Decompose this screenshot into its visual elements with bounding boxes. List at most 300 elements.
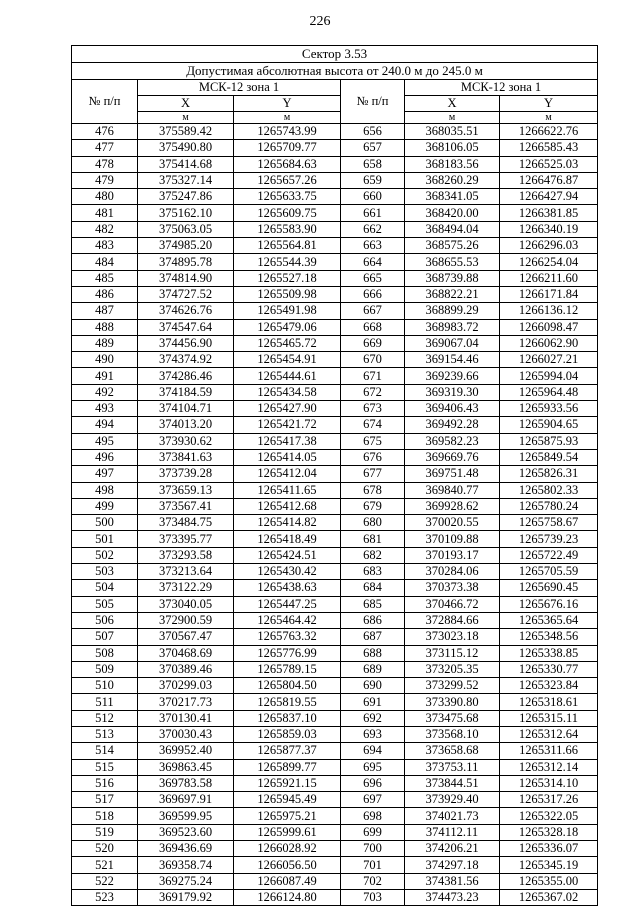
row-num-right: 691 [341,694,405,710]
y-coord-right: 1265317.26 [500,792,598,808]
row-num-left: 490 [72,352,138,368]
y-coord-right: 1265690.45 [500,580,598,596]
x-coord-left: 374727.52 [138,286,234,302]
x-coord-left: 375414.68 [138,156,234,172]
row-num-right: 659 [341,172,405,188]
table-row [72,189,598,205]
y-coord-right: 1266171.84 [500,286,598,302]
x-coord-left: 374895.78 [138,254,234,270]
x-coord-left: 374013.20 [138,417,234,433]
row-num-left: 477 [72,140,138,156]
x-coord-right: 374112.11 [405,824,500,840]
table-row [72,792,598,808]
y-coord-right: 1265705.59 [500,564,598,580]
col-header-x-right: X [405,96,500,112]
y-coord-left: 1265877.37 [234,743,341,759]
table-row [72,319,598,335]
y-coord-right: 1265739.23 [500,531,598,547]
row-num-right: 670 [341,352,405,368]
y-coord-right: 1266622.76 [500,124,598,140]
row-num-right: 673 [341,401,405,417]
unit-x-right: м [405,112,500,124]
x-coord-left: 374985.20 [138,238,234,254]
row-num-left: 491 [72,368,138,384]
y-coord-left: 1265427.90 [234,401,341,417]
x-coord-right: 368341.05 [405,189,500,205]
y-coord-right: 1265758.67 [500,515,598,531]
col-header-num-right: № п/п [341,80,405,124]
table-row [72,515,598,531]
row-num-right: 665 [341,270,405,286]
y-coord-left: 1265434.58 [234,384,341,400]
row-num-right: 672 [341,384,405,400]
x-coord-left: 369952.40 [138,743,234,759]
y-coord-left: 1265447.25 [234,596,341,612]
row-num-right: 680 [341,515,405,531]
y-coord-right: 1266476.87 [500,172,598,188]
table-row [72,678,598,694]
row-num-left: 513 [72,726,138,742]
y-coord-right: 1266296.03 [500,238,598,254]
row-num-left: 514 [72,743,138,759]
table-row [72,352,598,368]
col-header-y-right: Y [500,96,598,112]
table-row [72,629,598,645]
row-num-left: 503 [72,564,138,580]
y-coord-left: 1265859.03 [234,726,341,742]
y-coord-right: 1265964.48 [500,384,598,400]
x-coord-right: 368106.05 [405,140,500,156]
x-coord-left: 375063.05 [138,221,234,237]
x-coord-right: 373929.40 [405,792,500,808]
row-num-right: 681 [341,531,405,547]
x-coord-left: 374814.90 [138,270,234,286]
table-row [72,238,598,254]
y-coord-right: 1265312.64 [500,726,598,742]
y-coord-left: 1265417.38 [234,433,341,449]
row-num-left: 484 [72,254,138,270]
row-num-right: 692 [341,710,405,726]
y-coord-right: 1266427.94 [500,189,598,205]
row-num-right: 686 [341,612,405,628]
height-limit-label: Допустимая абсолютная высота от 240.0 м до 245.0 м [72,63,598,80]
table-row [72,873,598,889]
row-num-right: 703 [341,889,405,905]
col-header-x-left: X [138,96,234,112]
y-coord-right: 1265849.54 [500,449,598,465]
x-coord-right: 369669.76 [405,449,500,465]
row-num-left: 515 [72,759,138,775]
y-coord-right: 1265323.84 [500,678,598,694]
x-coord-right: 370109.88 [405,531,500,547]
x-coord-right: 373475.68 [405,710,500,726]
x-coord-left: 374626.76 [138,303,234,319]
row-num-right: 674 [341,417,405,433]
table-row [72,254,598,270]
row-num-right: 679 [341,498,405,514]
row-num-left: 522 [72,873,138,889]
sector-title: Сектор 3.53 [72,46,598,63]
y-coord-right: 1266254.04 [500,254,598,270]
row-num-left: 495 [72,433,138,449]
row-num-right: 698 [341,808,405,824]
zone-header-right: МСК-12 зона 1 [405,80,598,96]
row-num-right: 677 [341,466,405,482]
x-coord-right: 368575.26 [405,238,500,254]
x-coord-right: 370193.17 [405,547,500,563]
y-coord-right: 1265315.11 [500,710,598,726]
row-num-left: 496 [72,449,138,465]
y-coord-left: 1266087.49 [234,873,341,889]
x-coord-left: 369523.60 [138,824,234,840]
y-coord-right: 1265367.02 [500,889,598,905]
y-coord-right: 1265345.19 [500,857,598,873]
x-coord-left: 373841.63 [138,449,234,465]
table-row [72,270,598,286]
table-row [72,612,598,628]
y-coord-right: 1266062.90 [500,335,598,351]
table-row [72,726,598,742]
y-coord-left: 1265763.32 [234,629,341,645]
table-row [72,286,598,302]
x-coord-right: 370020.55 [405,515,500,531]
y-coord-right: 1265312.14 [500,759,598,775]
y-coord-left: 1265804.50 [234,678,341,694]
x-coord-left: 370030.43 [138,726,234,742]
x-coord-right: 373115.12 [405,645,500,661]
y-coord-right: 1265933.56 [500,401,598,417]
x-coord-right: 373023.18 [405,629,500,645]
table-row [72,808,598,824]
row-num-right: 669 [341,335,405,351]
row-num-right: 699 [341,824,405,840]
x-coord-right: 373205.35 [405,661,500,677]
table-row [72,841,598,857]
row-num-left: 507 [72,629,138,645]
x-coord-left: 373293.58 [138,547,234,563]
table-row [72,205,598,221]
row-num-right: 666 [341,286,405,302]
x-coord-left: 369697.91 [138,792,234,808]
x-coord-left: 373213.64 [138,564,234,580]
table-row [72,710,598,726]
table-row [72,303,598,319]
x-coord-right: 369406.43 [405,401,500,417]
x-coord-right: 373568.10 [405,726,500,742]
x-coord-right: 368035.51 [405,124,500,140]
table-row [72,156,598,172]
row-num-left: 497 [72,466,138,482]
row-num-left: 492 [72,384,138,400]
row-num-right: 658 [341,156,405,172]
row-num-right: 702 [341,873,405,889]
table-row [72,449,598,465]
x-coord-right: 369751.48 [405,466,500,482]
x-coord-right: 368420.00 [405,205,500,221]
row-num-left: 481 [72,205,138,221]
y-coord-left: 1265657.26 [234,172,341,188]
y-coord-left: 1265899.77 [234,759,341,775]
y-coord-right: 1266381.85 [500,205,598,221]
row-num-right: 678 [341,482,405,498]
x-coord-left: 373739.28 [138,466,234,482]
y-coord-right: 1265802.33 [500,482,598,498]
row-num-left: 509 [72,661,138,677]
y-coord-right: 1266098.47 [500,319,598,335]
x-coord-right: 369492.28 [405,417,500,433]
y-coord-right: 1265311.66 [500,743,598,759]
y-coord-left: 1265544.39 [234,254,341,270]
row-num-right: 676 [341,449,405,465]
y-coord-right: 1265338.85 [500,645,598,661]
y-coord-left: 1265418.49 [234,531,341,547]
row-num-right: 688 [341,645,405,661]
row-num-left: 511 [72,694,138,710]
row-num-left: 519 [72,824,138,840]
x-coord-right: 369582.23 [405,433,500,449]
table-row [72,857,598,873]
row-num-right: 700 [341,841,405,857]
x-coord-left: 369275.24 [138,873,234,889]
y-coord-left: 1265921.15 [234,775,341,791]
table-row [72,498,598,514]
table-row [72,661,598,677]
x-coord-right: 370373.38 [405,580,500,596]
table-row [72,694,598,710]
row-num-left: 510 [72,678,138,694]
row-num-right: 694 [341,743,405,759]
row-num-right: 684 [341,580,405,596]
y-coord-right: 1266525.03 [500,156,598,172]
row-num-right: 696 [341,775,405,791]
x-coord-right: 368899.29 [405,303,500,319]
x-coord-left: 370567.47 [138,629,234,645]
x-coord-right: 368739.88 [405,270,500,286]
x-coord-left: 373040.05 [138,596,234,612]
row-num-left: 502 [72,547,138,563]
table-row [72,482,598,498]
x-coord-right: 369840.77 [405,482,500,498]
zone-header-left: МСК-12 зона 1 [138,80,341,96]
x-coord-left: 374286.46 [138,368,234,384]
x-coord-left: 374184.59 [138,384,234,400]
table-row [72,564,598,580]
x-coord-left: 375247.86 [138,189,234,205]
y-coord-left: 1265430.42 [234,564,341,580]
x-coord-right: 374381.56 [405,873,500,889]
x-coord-right: 374473.23 [405,889,500,905]
row-num-left: 488 [72,319,138,335]
x-coord-right: 368822.21 [405,286,500,302]
table-row [72,433,598,449]
y-coord-left: 1265412.68 [234,498,341,514]
x-coord-right: 369239.66 [405,368,500,384]
x-coord-left: 375490.80 [138,140,234,156]
y-coord-left: 1265609.75 [234,205,341,221]
row-num-right: 685 [341,596,405,612]
y-coord-left: 1265684.63 [234,156,341,172]
row-num-left: 518 [72,808,138,824]
unit-x-left: м [138,112,234,124]
row-num-left: 504 [72,580,138,596]
row-num-right: 656 [341,124,405,140]
y-coord-left: 1265633.75 [234,189,341,205]
row-num-left: 485 [72,270,138,286]
table-row [72,743,598,759]
y-coord-right: 1265994.04 [500,368,598,384]
x-coord-right: 370284.06 [405,564,500,580]
x-coord-left: 373659.13 [138,482,234,498]
row-num-left: 486 [72,286,138,302]
table-row [72,401,598,417]
x-coord-left: 369783.58 [138,775,234,791]
row-num-left: 505 [72,596,138,612]
x-coord-right: 370466.72 [405,596,500,612]
y-coord-right: 1265318.61 [500,694,598,710]
x-coord-right: 372884.66 [405,612,500,628]
table-body [72,124,598,906]
y-coord-left: 1265709.77 [234,140,341,156]
table-row [72,384,598,400]
y-coord-right: 1265780.24 [500,498,598,514]
y-coord-left: 1266056.50 [234,857,341,873]
x-coord-left: 375589.42 [138,124,234,140]
x-coord-left: 373930.62 [138,433,234,449]
row-num-left: 479 [72,172,138,188]
table-row [72,824,598,840]
x-coord-right: 373390.80 [405,694,500,710]
x-coord-right: 373658.68 [405,743,500,759]
y-coord-left: 1265564.81 [234,238,341,254]
x-coord-left: 369599.95 [138,808,234,824]
y-coord-left: 1265527.18 [234,270,341,286]
y-coord-left: 1265743.99 [234,124,341,140]
y-coord-right: 1266585.43 [500,140,598,156]
table-row [72,531,598,547]
row-num-right: 661 [341,205,405,221]
x-coord-left: 369179.92 [138,889,234,905]
x-coord-right: 373299.52 [405,678,500,694]
row-num-right: 675 [341,433,405,449]
table-row [72,889,598,905]
table-row [72,368,598,384]
row-num-right: 668 [341,319,405,335]
row-num-left: 482 [72,221,138,237]
row-num-right: 687 [341,629,405,645]
row-num-right: 662 [341,221,405,237]
y-coord-right: 1265365.64 [500,612,598,628]
y-coord-right: 1266136.12 [500,303,598,319]
row-num-right: 701 [341,857,405,873]
x-coord-left: 369863.45 [138,759,234,775]
unit-y-right: м [500,112,598,124]
row-num-right: 664 [341,254,405,270]
row-num-left: 478 [72,156,138,172]
row-num-right: 697 [341,792,405,808]
y-coord-left: 1265421.72 [234,417,341,433]
row-num-right: 689 [341,661,405,677]
row-num-right: 693 [341,726,405,742]
row-num-left: 489 [72,335,138,351]
x-coord-left: 370468.69 [138,645,234,661]
y-coord-right: 1266211.60 [500,270,598,286]
y-coord-left: 1265583.90 [234,221,341,237]
row-num-left: 520 [72,841,138,857]
row-num-left: 500 [72,515,138,531]
row-num-left: 517 [72,792,138,808]
x-coord-right: 368494.04 [405,221,500,237]
x-coord-left: 374104.71 [138,401,234,417]
x-coord-left: 369436.69 [138,841,234,857]
x-coord-left: 370217.73 [138,694,234,710]
x-coord-right: 374021.73 [405,808,500,824]
y-coord-right: 1265336.07 [500,841,598,857]
col-header-y-left: Y [234,96,341,112]
row-num-left: 499 [72,498,138,514]
y-coord-left: 1266124.80 [234,889,341,905]
y-coord-left: 1265412.04 [234,466,341,482]
x-coord-right: 369154.46 [405,352,500,368]
row-num-right: 690 [341,678,405,694]
table-row [72,580,598,596]
table-row [72,124,598,140]
x-coord-left: 373122.29 [138,580,234,596]
y-coord-right: 1265826.31 [500,466,598,482]
x-coord-right: 373753.11 [405,759,500,775]
x-coord-left: 373395.77 [138,531,234,547]
x-coord-right: 374297.18 [405,857,500,873]
row-num-left: 498 [72,482,138,498]
x-coord-left: 375162.10 [138,205,234,221]
y-coord-left: 1265975.21 [234,808,341,824]
row-num-left: 523 [72,889,138,905]
x-coord-left: 375327.14 [138,172,234,188]
y-coord-right: 1266340.19 [500,221,598,237]
x-coord-left: 373567.41 [138,498,234,514]
row-num-left: 480 [72,189,138,205]
y-coord-right: 1265355.00 [500,873,598,889]
row-num-left: 521 [72,857,138,873]
table-row [72,335,598,351]
page-number: 226 [309,14,331,29]
row-num-right: 660 [341,189,405,205]
y-coord-right: 1265904.65 [500,417,598,433]
table-row [72,547,598,563]
row-num-left: 512 [72,710,138,726]
y-coord-left: 1265789.15 [234,661,341,677]
row-num-left: 476 [72,124,138,140]
x-coord-left: 374547.64 [138,319,234,335]
y-coord-left: 1265776.99 [234,645,341,661]
y-coord-left: 1266028.92 [234,841,341,857]
x-coord-left: 372900.59 [138,612,234,628]
x-coord-right: 369319.30 [405,384,500,400]
row-num-left: 508 [72,645,138,661]
y-coord-right: 1266027.21 [500,352,598,368]
y-coord-right: 1265348.56 [500,629,598,645]
table-row [72,140,598,156]
y-coord-right: 1265314.10 [500,775,598,791]
y-coord-left: 1265424.51 [234,547,341,563]
y-coord-left: 1265509.98 [234,286,341,302]
y-coord-left: 1265444.61 [234,368,341,384]
y-coord-left: 1265465.72 [234,335,341,351]
x-coord-right: 368260.29 [405,172,500,188]
row-num-right: 695 [341,759,405,775]
y-coord-left: 1265438.63 [234,580,341,596]
table-row [72,775,598,791]
x-coord-left: 370299.03 [138,678,234,694]
